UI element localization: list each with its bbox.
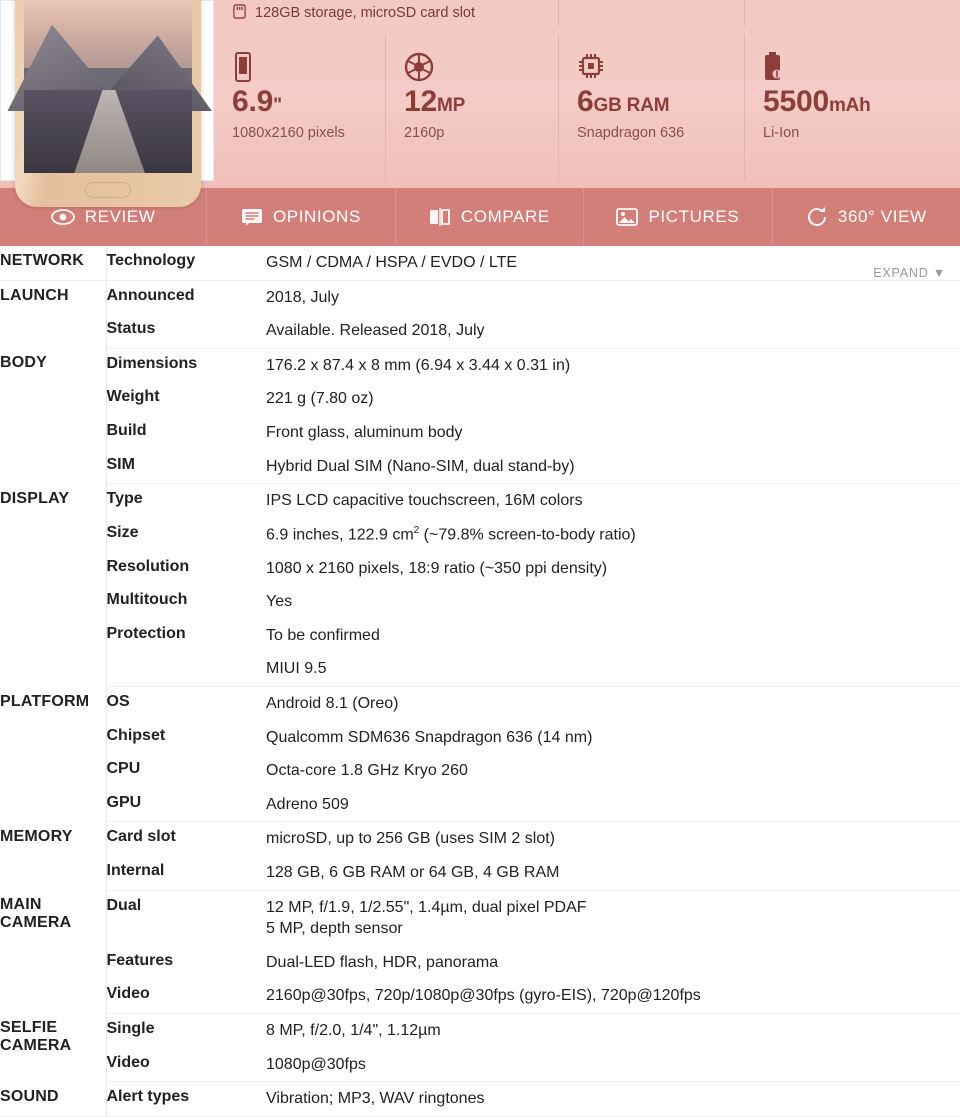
spec-key: Resolution (106, 557, 190, 575)
spec-key: Type (106, 490, 143, 508)
rotate-icon (806, 207, 828, 227)
table-row (0, 518, 960, 552)
spec-value: 2160p@30fps, 720p/1080p@30fps (gyro-EIS), 720p@120fps (266, 979, 960, 1013)
compare-icon (429, 208, 451, 226)
spec-category: PLATFORM (0, 687, 106, 822)
spec-value: 12 MP, f/1.9, 1/2.55", 1.4µm, dual pixel PDAF 5 MP, depth sensor (266, 890, 960, 946)
table-row (0, 788, 960, 822)
table-row (0, 822, 960, 856)
nav-label-opinions: OPINIONS (272, 207, 361, 226)
spec-key: GPU (106, 788, 266, 822)
spec-key: Build (106, 421, 147, 439)
spec-key (106, 652, 266, 686)
spec-key: Internal (106, 856, 266, 890)
spec-category: MAIN CAMERA (0, 890, 106, 1013)
battery-icon (763, 52, 931, 86)
spec-value: 128 GB, 6 GB RAM or 64 GB, 4 GB RAM (266, 856, 960, 890)
spec-value: 221 g (7.80 oz) (266, 390, 374, 408)
spec-key: Dual (106, 896, 142, 914)
table-row (0, 721, 960, 755)
phone-home-button (85, 182, 131, 198)
hero-storage-cell (214, 0, 559, 26)
table-row (0, 382, 960, 416)
spec-value: Octa-core 1.8 GHz Kryo 260 (266, 762, 468, 780)
spec-key: CPU (106, 760, 141, 778)
table-row (0, 856, 960, 890)
table-row (0, 687, 960, 721)
spec-key: Card slot (106, 828, 176, 846)
eye-icon (51, 209, 75, 225)
spec-value: 1080p@30fps (266, 1048, 960, 1082)
specifications-table-wrapper (0, 246, 960, 1117)
hero-display-sub: 1080x2160 pixels (232, 124, 345, 141)
phone-body-graphic (15, 0, 201, 207)
table-row (0, 314, 960, 348)
hero-spec-ram (559, 34, 745, 180)
nav-item-opinions[interactable] (207, 188, 395, 246)
table-row (0, 946, 960, 980)
spec-category: NETWORK (0, 246, 106, 280)
table-row (0, 890, 960, 946)
spec-key: Video (106, 979, 266, 1013)
spec-key: Weight (106, 388, 160, 406)
spec-category: SOUND (0, 1082, 106, 1117)
table-row (0, 416, 960, 450)
expand-button[interactable]: EXPAND ▼ (873, 266, 946, 280)
nav-item-compare[interactable] (396, 188, 584, 246)
hero-top-cell-2 (559, 0, 745, 26)
spec-value-line2: 5 MP, depth sensor (266, 920, 403, 938)
spec-key: OS (106, 693, 130, 711)
table-row (0, 552, 960, 586)
hero-spec-grid (214, 0, 960, 188)
spec-key: Announced (106, 286, 195, 304)
table-row (0, 1013, 960, 1047)
spec-key: Video (106, 1048, 266, 1082)
spec-value: GSM / CDMA / HSPA / EVDO / LTE (266, 246, 960, 280)
spec-key: Alert types (106, 1082, 266, 1117)
table-row (0, 246, 960, 280)
spec-category: SELFIE CAMERA (0, 1013, 106, 1081)
hero-spec-display (214, 34, 386, 180)
table-row (0, 1048, 960, 1082)
spec-value: IPS LCD capacitive touchscreen, 16M colors (266, 492, 583, 510)
hero-storage-text: 128GB storage, microSD card slot (255, 5, 476, 21)
spec-key: Status (106, 314, 266, 348)
spec-key: Features (106, 951, 174, 969)
spec-key: Technology (106, 246, 266, 280)
nav-label-360-view: 360° VIEW (837, 207, 927, 226)
hero-spec-battery (745, 34, 931, 180)
phone-screen-wallpaper (24, 0, 192, 173)
hero-ram-value: 6GB RAM (577, 85, 670, 118)
comment-icon (241, 208, 263, 226)
hero-camera-value: 12MP (404, 85, 466, 118)
table-row (0, 348, 960, 382)
spec-key: Dimensions (106, 354, 198, 372)
hero-top-row (214, 0, 960, 26)
spec-key: Multitouch (106, 591, 188, 609)
nav-item-360-view[interactable] (773, 188, 960, 246)
spec-value: Yes (266, 593, 293, 611)
hero-display-value: 6.9" (232, 85, 282, 118)
memory-card-icon (232, 4, 247, 22)
nav-label-pictures: PICTURES (648, 207, 740, 226)
spec-value: Available. Released 2018, July (266, 314, 960, 348)
spec-value: Vibration; MP3, WAV ringtones (266, 1082, 960, 1117)
pictures-icon (616, 208, 638, 226)
display-icon (232, 52, 385, 86)
table-row (0, 450, 960, 484)
spec-value: Adreno 509 (266, 788, 960, 822)
spec-key: Size (106, 523, 139, 541)
hero-battery-sub: Li-Ion (763, 124, 800, 141)
table-row (0, 585, 960, 619)
specifications-table (0, 246, 960, 1117)
spec-value: microSD, up to 256 GB (uses SIM 2 slot) (266, 830, 555, 848)
camera-aperture-icon (404, 52, 558, 86)
table-row (0, 1082, 960, 1117)
spec-value: 6.9 inches, 122.9 $cm^2$ (~79.8% screen-to-body ratio) (266, 524, 636, 544)
spec-value: 1080 x 2160 pixels, 18:9 ratio (~350 ppi density) (266, 559, 608, 577)
spec-value: 8 MP, f/2.0, 1/4", 1.12µm (266, 1021, 441, 1039)
nav-label-compare: COMPARE (460, 207, 550, 226)
spec-value: Hybrid Dual SIM (Nano-SIM, dual stand-by) (266, 450, 960, 484)
spec-category: DISPLAY (0, 484, 106, 687)
spec-value: MIUI 9.5 (266, 652, 960, 686)
hero-camera-sub: 2160p (404, 124, 445, 141)
table-row (0, 979, 960, 1013)
table-row (0, 280, 960, 314)
spec-key: Chipset (106, 726, 166, 744)
table-row (0, 619, 960, 653)
hero-spec-camera (386, 34, 559, 180)
hero-top-cell-3 (745, 0, 931, 26)
nav-item-pictures[interactable] (584, 188, 772, 246)
chipset-icon (577, 52, 744, 86)
spec-value: Qualcomm SDM636 Snapdragon 636 (14 nm) (266, 728, 593, 746)
spec-category: MEMORY (0, 822, 106, 890)
table-row (0, 754, 960, 788)
table-row (0, 652, 960, 686)
spec-value: Front glass, aluminum body (266, 423, 463, 441)
nav-label-review: REVIEW (84, 207, 156, 226)
spec-value: 176.2 x 87.4 x 8 mm (6.94 x 3.44 x 0.31 in) (266, 356, 571, 374)
spec-value: To be confirmed (266, 626, 380, 644)
hero-ram-sub: Snapdragon 636 (577, 124, 685, 141)
spec-category: LAUNCH (0, 280, 106, 348)
spec-value: 2018, July (266, 288, 339, 306)
table-row (0, 484, 960, 518)
spec-key: Protection (106, 624, 186, 642)
spec-value: Android 8.1 (Oreo) (266, 695, 399, 713)
spec-key: SIM (106, 450, 266, 484)
hero-battery-value: 5500mAh (763, 85, 871, 118)
spec-key: Single (106, 1019, 155, 1037)
spec-value: Dual-LED flash, HDR, panorama (266, 953, 499, 971)
phone-image[interactable] (0, 0, 214, 181)
spec-category: BODY (0, 348, 106, 483)
hero-spec-banner (0, 0, 960, 188)
